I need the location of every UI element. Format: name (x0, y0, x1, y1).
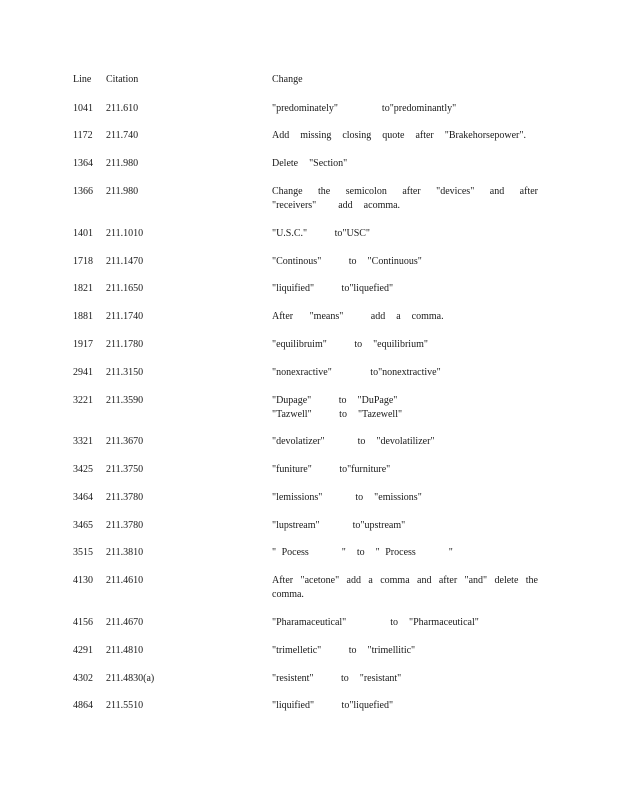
row-citation: 211.3670 (106, 436, 144, 447)
row-citation: 211.4810 (106, 645, 144, 656)
header-change: Change (272, 74, 303, 85)
row-citation: 211.1740 (106, 311, 144, 322)
row-change (272, 463, 538, 477)
row-line-number: 1172 (73, 130, 93, 141)
row-change (272, 644, 538, 658)
row-change (272, 519, 538, 533)
row-citation: 211.3590 (106, 395, 144, 406)
row-citation: 211.740 (106, 130, 139, 141)
change-text-line: "trimelletic" to "trimellitic" (272, 645, 416, 656)
row-citation: 211.3750 (106, 464, 144, 475)
change-text-line: Change the semicolon after "devices" and after (272, 186, 538, 197)
change-text-line: "predominately" to"predominantly" (272, 103, 457, 114)
row-change (272, 435, 538, 449)
change-text-line: Add missing closing quote after "Brakehorsepower". (272, 130, 526, 141)
row-change (272, 616, 538, 630)
change-text-line: Delete "Section" (272, 158, 348, 169)
row-line-number: 1041 (73, 103, 93, 114)
row-citation: 211.1650 (106, 283, 144, 294)
row-change (272, 282, 538, 296)
row-line-number: 3221 (73, 395, 93, 406)
row-line-number: 2941 (73, 367, 93, 378)
row-citation: 211.1010 (106, 228, 144, 239)
row-citation: 211.5510 (106, 700, 144, 711)
row-citation: 211.3810 (106, 547, 144, 558)
change-text-line: "lemissions" to "emissions" (272, 492, 422, 503)
row-change (272, 574, 538, 601)
row-citation: 211.4830(a) (106, 673, 155, 684)
row-citation: 211.3780 (106, 492, 144, 503)
row-change (272, 185, 538, 212)
change-text-line: "Continous" to "Continuous" (272, 256, 422, 267)
row-citation: 211.610 (106, 103, 139, 114)
row-line-number: 3465 (73, 520, 93, 531)
change-text-line: "Tazwell" to "Tazewell" (272, 408, 403, 420)
row-citation: 211.980 (106, 186, 139, 197)
row-line-number: 4864 (73, 700, 93, 711)
table-header (73, 74, 553, 88)
row-citation: 211.1470 (106, 256, 144, 267)
row-line-number: 1881 (73, 311, 93, 322)
row-citation: 211.3780 (106, 520, 144, 531)
row-citation: 211.1780 (106, 339, 144, 350)
change-text-line: "Dupage" to "DuPage" (272, 395, 398, 406)
row-change (272, 546, 538, 560)
row-line-number: 1366 (73, 186, 93, 197)
change-text-line: "funiture" to"furniture" (272, 464, 391, 475)
row-change (272, 227, 538, 241)
change-text-line: "nonexractive" to"nonextractive" (272, 367, 441, 378)
header-citation: Citation (106, 74, 139, 85)
row-change (272, 338, 538, 352)
row-change (272, 394, 538, 421)
header-line: Line (73, 74, 92, 85)
row-change (272, 102, 538, 116)
change-text-line: After "means" add a comma. (272, 311, 444, 322)
row-citation: 211.4670 (106, 617, 144, 628)
row-change (272, 157, 538, 171)
row-line-number: 1364 (73, 158, 93, 169)
row-line-number: 1718 (73, 256, 93, 267)
row-line-number: 3515 (73, 547, 93, 558)
row-line-number: 1401 (73, 228, 93, 239)
row-line-number: 3321 (73, 436, 93, 447)
row-citation: 211.4610 (106, 575, 144, 586)
change-text-line: After "acetone" add a comma and after "and" delete the (272, 575, 538, 586)
row-line-number: 4302 (73, 673, 93, 684)
row-change (272, 491, 538, 505)
row-change (272, 366, 538, 380)
row-change (272, 699, 538, 713)
change-text-line: "Pharamaceutical" to "Pharmaceutical" (272, 617, 479, 628)
row-line-number: 4291 (73, 645, 93, 656)
change-text-line: "receivers" add acomma. (272, 199, 401, 211)
change-text-line: "liquified" to"liquefied" (272, 283, 394, 294)
row-line-number: 1821 (73, 283, 93, 294)
change-text-line: comma. (272, 588, 304, 600)
row-line-number: 4156 (73, 617, 93, 628)
change-text-line: "devolatizer" to "devolatilizer" (272, 436, 435, 447)
row-line-number: 3464 (73, 492, 93, 503)
row-change (272, 255, 538, 269)
row-change (272, 672, 538, 686)
row-citation: 211.3150 (106, 367, 144, 378)
row-change (272, 129, 538, 143)
change-text-line: "resistent" to "resistant" (272, 673, 402, 684)
row-line-number: 4130 (73, 575, 93, 586)
row-line-number: 3425 (73, 464, 93, 475)
change-text-line: " Pocess " to " Process " (272, 547, 453, 558)
row-line-number: 1917 (73, 339, 93, 350)
change-text-line: "U.S.C." to"USC" (272, 228, 371, 239)
change-text-line: "lupstream" to"upstream" (272, 520, 406, 531)
row-change (272, 310, 538, 324)
change-text-line: "equilibruim" to "equilibrium" (272, 339, 428, 350)
row-citation: 211.980 (106, 158, 139, 169)
change-text-line: "liquified" to"liquefied" (272, 700, 394, 711)
